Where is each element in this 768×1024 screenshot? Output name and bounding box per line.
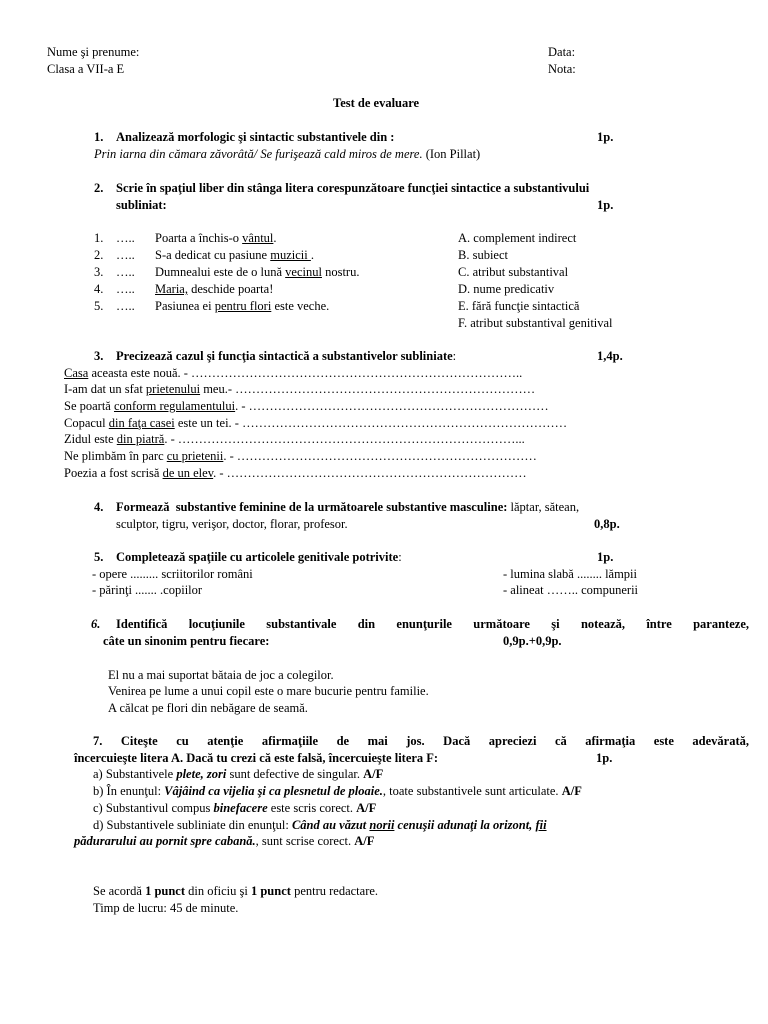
ex2-option: C. atribut substantival [458, 265, 569, 279]
ex2-option: F. atribut substantival genitival [458, 316, 613, 330]
ex3-number: 3. [94, 349, 104, 363]
name-label: Nume şi prenume: [47, 45, 140, 59]
sentence-part: . [273, 231, 277, 245]
ex5-number: 5. [94, 550, 104, 564]
statement-text: este scris corect. [267, 801, 357, 815]
statement-emphasis: cenuşii adunaţi la orizont, [394, 818, 536, 832]
ex2-item-number: 3. [94, 265, 104, 279]
ex2-option: D. nume predicativ [458, 282, 555, 296]
ex7-statement-c [93, 800, 376, 817]
answer-blank: meu.- ……………………………………………………………… [200, 382, 536, 396]
true-false-choice: A/F [363, 767, 384, 781]
ex2-item-sentence [155, 230, 277, 247]
footer-emphasis: 1 punct [250, 884, 291, 898]
answer-blank: . - ……………………………………………………………… [223, 449, 537, 463]
underlined-noun: prietenului [145, 382, 201, 396]
ex6-title-line2: câte un sinonim pentru fiecare: [103, 634, 270, 648]
ex2-option: B. subiect [458, 248, 508, 262]
ex1-author: (Ion Pillat) [422, 147, 481, 161]
statement-emphasis: pădurarului au pornit spre cabană. [74, 834, 256, 848]
grade-label: Nota: [548, 62, 576, 76]
ex5-left-item: - opere ......... scriitorilor români [92, 567, 253, 581]
sentence-part: S-a dedicat cu pasiune [155, 248, 271, 262]
sentence-part: nostru. [321, 265, 360, 279]
ex2-item-blank: ….. [116, 248, 135, 262]
sentence-part: Se poartă [64, 399, 114, 413]
ex2-title-line2: subliniat: [116, 198, 167, 212]
ex7-title-line2: încercuieşte litera A. Dacă tu crezi că este falsă, încercuieşte litera F: [74, 751, 439, 765]
ex1-number: 1. [94, 130, 104, 144]
ex6-title-line1: Identifică locuţiunile substantivale din enunţurile următoare şi notează, între paranteze, [116, 617, 749, 631]
ex7-statement-b [93, 783, 582, 800]
ex2-points: 1p. [597, 198, 614, 212]
statement-emphasis: plete, zori [176, 767, 227, 781]
sentence-part: Copacul [64, 416, 109, 430]
sentence-part: . [310, 248, 314, 262]
ex2-item-number: 4. [94, 282, 104, 296]
ex2-item-sentence [155, 281, 273, 298]
ex5-title: Completează spaţiile cu articolele genitivale potrivite [116, 550, 399, 564]
sentence-part: Dumnealui este de o lună [155, 265, 286, 279]
statement-text: a) Substantivele [93, 767, 177, 781]
underlined-noun: fii [535, 818, 547, 832]
ex3-title: Precizează cazul şi funcţia sintactică a substantivelor subliniate [116, 349, 453, 363]
ex3-line [64, 398, 549, 415]
footer-emphasis: 1 punct [145, 884, 186, 898]
ex7-statement-a [93, 766, 383, 783]
ex3-line [64, 431, 525, 448]
ex3-line [64, 381, 535, 398]
ex5-left-item: - părinţi ....... .copiilor [92, 583, 203, 597]
ex6-sentence: A călcat pe flori din nebăgare de seamă. [108, 701, 308, 715]
ex2-item-blank: ….. [116, 265, 135, 279]
statement-text: b) În enunţul: [93, 784, 165, 798]
true-false-choice: A/F [561, 784, 582, 798]
sentence-part: Poezia a fost scrisă [64, 466, 163, 480]
answer-blank: aceasta este nouă. - …………………………………………………………………….. [88, 366, 523, 380]
statement-emphasis: binefacere [213, 801, 268, 815]
ex2-item-number: 2. [94, 248, 104, 262]
statement-emphasis: Când au văzut [291, 818, 370, 832]
footer-text: pentru redactare. [290, 884, 379, 898]
ex4-number: 4. [94, 500, 104, 514]
underlined-noun: din faţa casei [108, 416, 175, 430]
ex2-option: A. complement indirect [458, 231, 577, 245]
true-false-choice: A/F [354, 834, 375, 848]
ex7-points: 1p. [596, 751, 613, 765]
ex1-points: 1p. [597, 130, 614, 144]
sentence-part: Pasiunea ei [155, 299, 215, 313]
sentence-part: Zidul este [64, 432, 117, 446]
sentence-part: Ne plimbăm în parc [64, 449, 167, 463]
statement-text: , sunt scrise corect. [255, 834, 355, 848]
ex2-item-sentence [155, 247, 314, 264]
ex1-quote: Prin iarna din cămara zăvorâtă/ Se furişează cald miros de mere. [94, 147, 423, 161]
underlined-noun: Maria, [155, 282, 188, 296]
ex2-item-number: 5. [94, 299, 104, 313]
true-false-choice: A/F [356, 801, 377, 815]
sentence-part: este veche. [271, 299, 330, 313]
statement-text: sunt defective de singular. [226, 767, 364, 781]
ex1-quote-line [94, 146, 480, 163]
ex2-title-line1: Scrie în spaţiul liber din stânga litera corespunzătoare funcţiei sintactice a substantivului [116, 181, 590, 195]
page-title: Test de evaluare [333, 96, 420, 110]
underlined-noun: cu prietenii [166, 449, 224, 463]
ex3-line [64, 465, 527, 482]
ex1-title: Analizează morfologic şi sintactic substantivele din : [116, 130, 395, 144]
ex2-number: 2. [94, 181, 104, 195]
date-label: Data: [548, 45, 576, 59]
sentence-part: Poarta a închis-o [155, 231, 243, 245]
ex4-title: Formează substantive feminine de la următoarele substantive masculine: [116, 500, 508, 514]
underlined-noun: Casa [64, 366, 89, 380]
ex4-points: 0,8p. [594, 517, 620, 531]
ex2-option: E. fără funcţie sintactică [458, 299, 580, 313]
statement-text: , toate substantivele sunt articulate. [382, 784, 562, 798]
statement-emphasis: Vâjâind ca vijelia şi ca plesnetul de ploaie. [164, 784, 383, 798]
underlined-noun: din piatră [116, 432, 165, 446]
answer-blank: . - ………………………………………………………………………... [164, 432, 525, 446]
ex5-right-item: - lumina slabă ........ lămpii [503, 567, 638, 581]
underlined-noun: vântul [242, 231, 274, 245]
answer-blank: . - ……………………………………………………………… [213, 466, 527, 480]
footer-points-note [93, 883, 378, 900]
answer-blank: este un tei. - …………………………………………………………………… [174, 416, 568, 430]
ex7-statement-d-line2 [74, 833, 374, 850]
footer-text: din oficiu şi [185, 884, 251, 898]
ex3-title-line [116, 348, 456, 365]
ex5-right-item: - alineat …….. compunerii [503, 583, 639, 597]
ex2-item-sentence [155, 264, 359, 281]
underlined-noun: de un elev [162, 466, 214, 480]
ex5-colon: : [398, 550, 402, 564]
footer-text: Se acordă [93, 884, 146, 898]
sentence-part: I-am dat un sfat [64, 382, 146, 396]
ex2-item-number: 1. [94, 231, 104, 245]
ex4-title-line [116, 499, 579, 516]
ex4-words-2: sculptor, tigru, verişor, doctor, florar, profesor. [116, 517, 348, 531]
ex2-item-blank: ….. [116, 282, 135, 296]
underlined-noun: pentru flori [214, 299, 272, 313]
ex3-colon: : [452, 349, 457, 363]
ex2-item-sentence [155, 298, 329, 315]
ex7-statement-d-line1 [93, 817, 547, 834]
statement-text: c) Substantivul compus [93, 801, 214, 815]
ex7-title-line1: 7. Citeşte cu atenţie afirmaţiile de mai jos. Dacă apreciezi că afirmaţia este adevărată, [93, 734, 749, 748]
ex6-points: 0,9p.+0,9p. [503, 634, 562, 648]
ex6-number: 6. [91, 617, 101, 631]
ex3-line [64, 448, 537, 465]
ex6-sentence: El nu a mai suportat bătaia de joc a colegilor. [108, 668, 334, 682]
answer-blank: . - ……………………………………………………………… [235, 399, 549, 413]
statement-text: d) Substantivele subliniate din enunţul: [93, 818, 292, 832]
footer-time-note: Timp de lucru: 45 de minute. [93, 901, 239, 915]
underlined-noun: norii [369, 818, 395, 832]
class-label: Clasa a VII-a E [47, 62, 125, 76]
ex3-points: 1,4p. [597, 349, 623, 363]
ex4-words-1: lăptar, sătean, [507, 500, 580, 514]
ex5-points: 1p. [597, 550, 614, 564]
underlined-noun: muzicii [270, 248, 311, 262]
ex5-title-line [116, 549, 402, 566]
ex6-sentence: Venirea pe lume a unui copil este o mare bucurie pentru familie. [108, 684, 429, 698]
ex3-line [64, 365, 522, 382]
sentence-part: deschide poarta! [187, 282, 274, 296]
ex2-item-blank: ….. [116, 299, 135, 313]
underlined-noun: vecinul [285, 265, 322, 279]
underlined-noun: conform regulamentului [113, 399, 236, 413]
ex3-line [64, 415, 567, 432]
ex2-item-blank: ….. [116, 231, 135, 245]
